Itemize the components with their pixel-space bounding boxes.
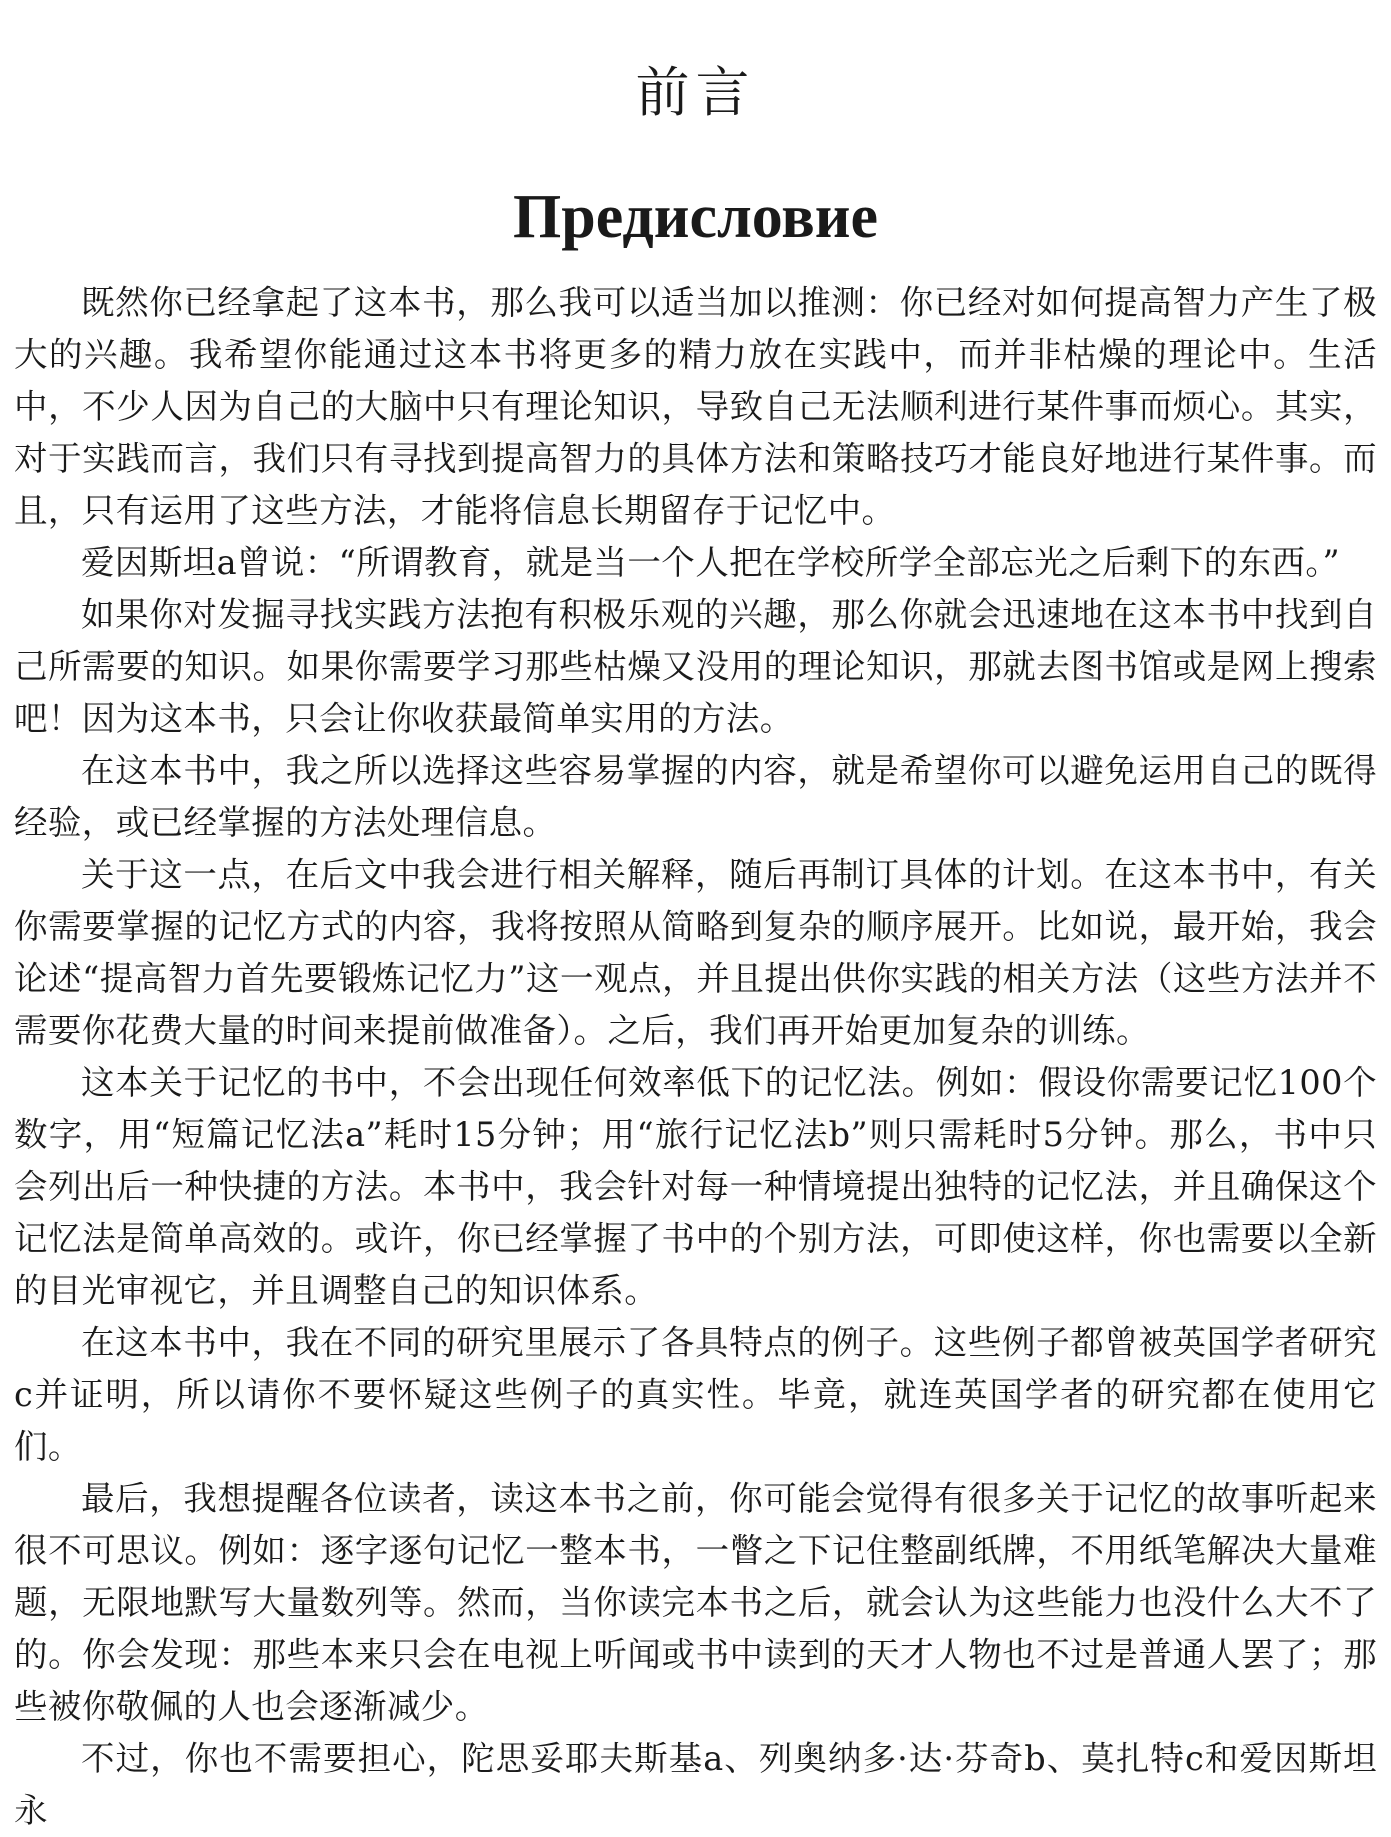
- paragraph: 在这本书中，我在不同的研究里展示了各具特点的例子。这些例子都曾被英国学者研究c并证明，所以请你不要怀疑这些例子的真实性。毕竟，就连英国学者的研究都在使用它们。: [14, 1323, 1377, 1466]
- paragraph: 如果你对发掘寻找实践方法抱有积极乐观的兴趣，那么你就会迅速地在这本书中找到自己所需要的知识。如果你需要学习那些枯燥又没用的理论知识，那就去图书馆或是网上搜索吧！因为这本书，只会让你收获最简单实用的方法。: [14, 595, 1377, 738]
- chapter-title-russian: Предисловие: [513, 183, 878, 252]
- paragraph: 不过，你也不需要担心，陀思妥耶夫斯基a、列奥纳多·达·芬奇b、莫扎特c和爱因斯坦永: [14, 1739, 1377, 1830]
- paragraph: 最后，我想提醒各位读者，读这本书之前，你可能会觉得有很多关于记忆的故事听起来很不可思议。例如：逐字逐句记忆一整本书，一瞥之下记住整副纸牌，不用纸笔解决大量难题，无限地默写大量数列等。然而，当你读完本书之后，就会认为这些能力也没什么大不了的。你会发现：那些本来只会在电视上听闻或书中读到的天才人物也不过是普通人罢了；那些被你敬佩的人也会逐渐减少。: [14, 1479, 1377, 1726]
- paragraph: 爱因斯坦a曾说：“所谓教育，就是当一个人把在学校所学全部忘光之后剩下的东西。”: [81, 543, 1341, 582]
- paragraph: 关于这一点，在后文中我会进行相关解释，随后再制订具体的计划。在这本书中，有关你需要掌握的记忆方式的内容，我将按照从简略到复杂的顺序展开。比如说，最开始，我会论述“提高智力首先要锻炼记忆力”这一观点，并且提出供你实践的相关方法（这些方法并不需要你花费大量的时间来提前做准备）。之后，我们再开始更加复杂的训练。: [14, 855, 1377, 1050]
- chapter-title-chinese: 前言: [635, 61, 756, 125]
- paragraph: 这本关于记忆的书中，不会出现任何效率低下的记忆法。例如：假设你需要记忆100个数字，用“短篇记忆法a”耗时15分钟；用“旅行记忆法b”则只需耗时5分钟。那么，书中只会列出后一种快捷的方法。本书中，我会针对每一种情境提出独特的记忆法，并且确保这个记忆法是简单高效的。或许，你已经掌握了书中的个别方法，可即使这样，你也需要以全新的目光审视它，并且调整自己的知识体系。: [14, 1063, 1377, 1310]
- paragraph: 在这本书中，我之所以选择这些容易掌握的内容，就是希望你可以避免运用自己的既得经验，或已经掌握的方法处理信息。: [14, 751, 1377, 842]
- paragraph: 既然你已经拿起了这本书，那么我可以适当加以推测：你已经对如何提高智力产生了极大的兴趣。我希望你能通过这本书将更多的精力放在实践中，而并非枯燥的理论中。生活中，不少人因为自己的大脑中只有理论知识，导致自己无法顺利进行某件事而烦心。其实，对于实践而言，我们只有寻找到提高智力的具体方法和策略技巧才能良好地进行某件事。而且，只有运用了这些方法，才能将信息长期留存于记忆中。: [14, 283, 1377, 530]
- body-text: [14, 277, 1377, 1837]
